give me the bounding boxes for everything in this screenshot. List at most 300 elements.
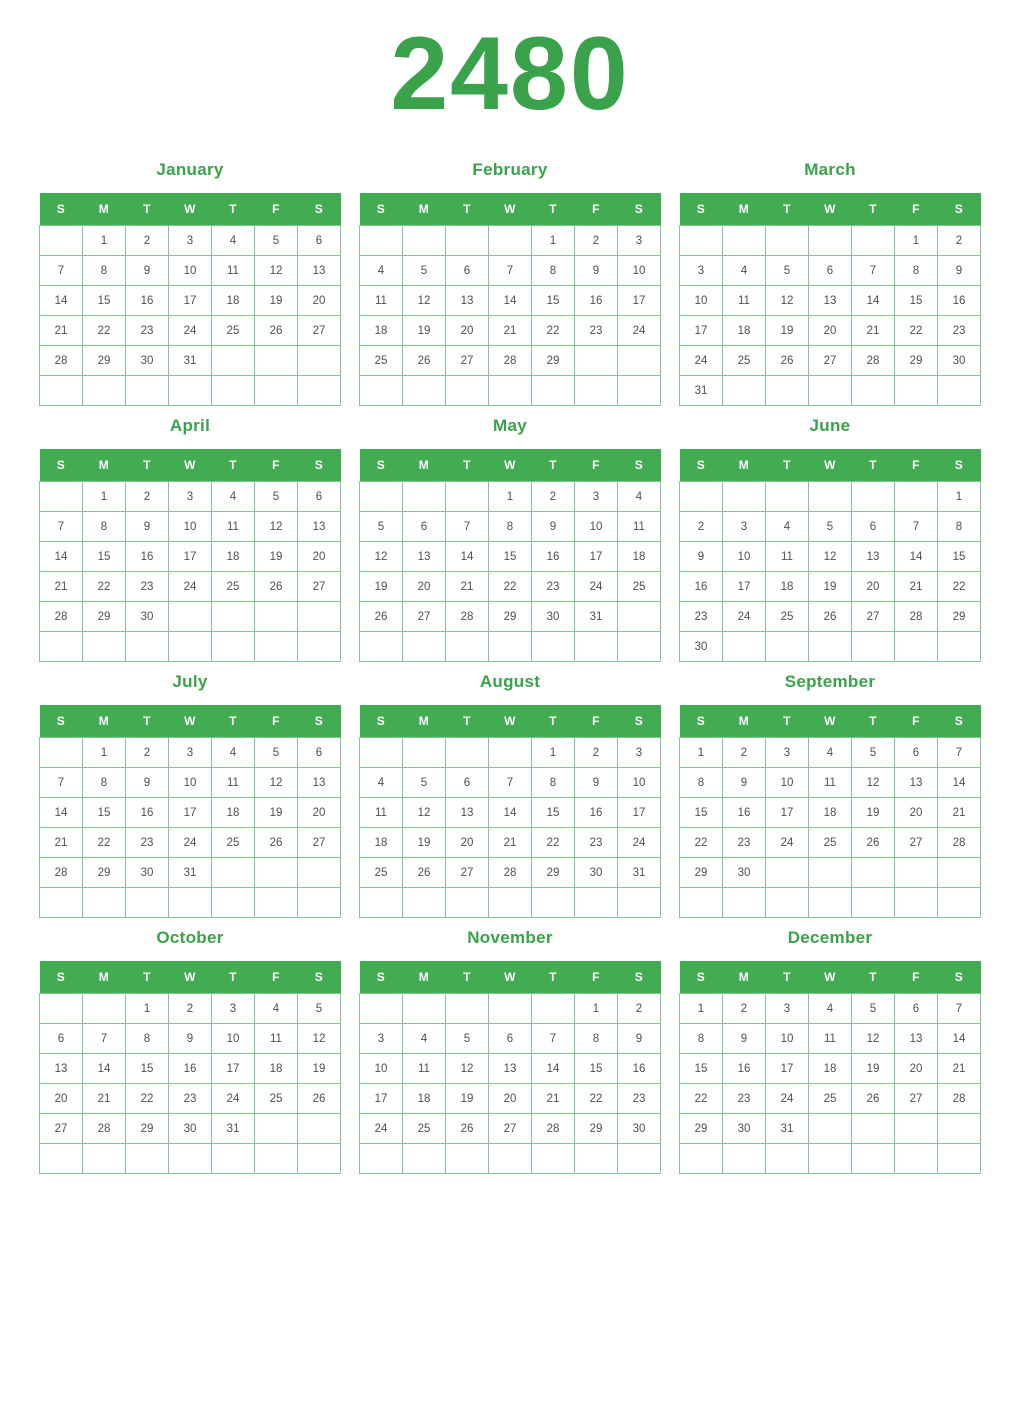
day-cell[interactable]: 3 bbox=[723, 512, 766, 542]
day-cell[interactable]: 4 bbox=[212, 226, 255, 256]
day-cell[interactable]: 27 bbox=[446, 858, 489, 888]
day-cell[interactable]: 25 bbox=[212, 316, 255, 346]
day-cell[interactable]: 14 bbox=[852, 286, 895, 316]
day-cell[interactable]: 2 bbox=[126, 482, 169, 512]
day-cell[interactable]: 24 bbox=[766, 1084, 809, 1114]
day-cell[interactable]: 7 bbox=[40, 512, 83, 542]
day-cell[interactable]: 19 bbox=[255, 286, 298, 316]
day-cell[interactable]: 24 bbox=[618, 828, 661, 858]
day-cell[interactable]: 28 bbox=[938, 1084, 981, 1114]
day-cell[interactable]: 23 bbox=[532, 572, 575, 602]
day-cell[interactable]: 4 bbox=[618, 482, 661, 512]
day-cell[interactable]: 21 bbox=[532, 1084, 575, 1114]
day-cell[interactable]: 17 bbox=[169, 798, 212, 828]
day-cell[interactable]: 17 bbox=[723, 572, 766, 602]
day-cell[interactable]: 18 bbox=[766, 572, 809, 602]
day-cell[interactable]: 4 bbox=[766, 512, 809, 542]
day-cell[interactable]: 9 bbox=[126, 512, 169, 542]
day-cell[interactable]: 18 bbox=[723, 316, 766, 346]
day-cell[interactable]: 25 bbox=[212, 572, 255, 602]
day-cell[interactable]: 13 bbox=[298, 256, 341, 286]
day-cell[interactable]: 10 bbox=[766, 1024, 809, 1054]
day-cell[interactable]: 23 bbox=[723, 1084, 766, 1114]
day-cell[interactable]: 5 bbox=[809, 512, 852, 542]
day-cell[interactable]: 7 bbox=[938, 738, 981, 768]
day-cell[interactable]: 2 bbox=[680, 512, 723, 542]
day-cell[interactable]: 28 bbox=[446, 602, 489, 632]
day-cell[interactable]: 5 bbox=[766, 256, 809, 286]
day-cell[interactable]: 7 bbox=[489, 256, 532, 286]
day-cell[interactable]: 20 bbox=[895, 798, 938, 828]
day-cell[interactable]: 9 bbox=[680, 542, 723, 572]
day-cell[interactable]: 26 bbox=[298, 1084, 341, 1114]
day-cell[interactable]: 5 bbox=[852, 994, 895, 1024]
day-cell[interactable]: 6 bbox=[298, 482, 341, 512]
day-cell[interactable]: 30 bbox=[575, 858, 618, 888]
day-cell[interactable]: 19 bbox=[403, 828, 446, 858]
day-cell[interactable]: 21 bbox=[895, 572, 938, 602]
day-cell[interactable]: 11 bbox=[212, 768, 255, 798]
day-cell[interactable]: 11 bbox=[809, 1024, 852, 1054]
day-cell[interactable]: 26 bbox=[852, 828, 895, 858]
day-cell[interactable]: 16 bbox=[575, 286, 618, 316]
day-cell[interactable]: 16 bbox=[126, 798, 169, 828]
day-cell[interactable]: 2 bbox=[126, 738, 169, 768]
day-cell[interactable]: 25 bbox=[360, 346, 403, 376]
day-cell[interactable]: 1 bbox=[680, 994, 723, 1024]
day-cell[interactable]: 30 bbox=[680, 632, 723, 662]
day-cell[interactable]: 20 bbox=[446, 316, 489, 346]
day-cell[interactable]: 4 bbox=[212, 482, 255, 512]
day-cell[interactable]: 6 bbox=[298, 226, 341, 256]
day-cell[interactable]: 15 bbox=[575, 1054, 618, 1084]
day-cell[interactable]: 2 bbox=[126, 226, 169, 256]
day-cell[interactable]: 23 bbox=[126, 316, 169, 346]
day-cell[interactable]: 14 bbox=[489, 286, 532, 316]
day-cell[interactable]: 21 bbox=[446, 572, 489, 602]
day-cell[interactable]: 12 bbox=[852, 768, 895, 798]
day-cell[interactable]: 21 bbox=[852, 316, 895, 346]
day-cell[interactable]: 9 bbox=[169, 1024, 212, 1054]
day-cell[interactable]: 28 bbox=[489, 858, 532, 888]
day-cell[interactable]: 26 bbox=[403, 858, 446, 888]
day-cell[interactable]: 25 bbox=[766, 602, 809, 632]
day-cell[interactable]: 1 bbox=[575, 994, 618, 1024]
day-cell[interactable]: 5 bbox=[403, 768, 446, 798]
day-cell[interactable]: 13 bbox=[895, 768, 938, 798]
day-cell[interactable]: 11 bbox=[766, 542, 809, 572]
day-cell[interactable]: 8 bbox=[126, 1024, 169, 1054]
day-cell[interactable]: 8 bbox=[532, 768, 575, 798]
day-cell[interactable]: 8 bbox=[83, 512, 126, 542]
day-cell[interactable]: 19 bbox=[852, 798, 895, 828]
day-cell[interactable]: 20 bbox=[298, 798, 341, 828]
day-cell[interactable]: 12 bbox=[809, 542, 852, 572]
day-cell[interactable]: 8 bbox=[575, 1024, 618, 1054]
day-cell[interactable]: 24 bbox=[212, 1084, 255, 1114]
day-cell[interactable]: 31 bbox=[169, 346, 212, 376]
day-cell[interactable]: 5 bbox=[255, 482, 298, 512]
day-cell[interactable]: 18 bbox=[403, 1084, 446, 1114]
day-cell[interactable]: 24 bbox=[169, 828, 212, 858]
day-cell[interactable]: 28 bbox=[40, 602, 83, 632]
day-cell[interactable]: 13 bbox=[298, 768, 341, 798]
day-cell[interactable]: 31 bbox=[680, 376, 723, 406]
day-cell[interactable]: 3 bbox=[212, 994, 255, 1024]
day-cell[interactable]: 4 bbox=[723, 256, 766, 286]
day-cell[interactable]: 24 bbox=[766, 828, 809, 858]
day-cell[interactable]: 12 bbox=[766, 286, 809, 316]
day-cell[interactable]: 14 bbox=[532, 1054, 575, 1084]
day-cell[interactable]: 2 bbox=[532, 482, 575, 512]
day-cell[interactable]: 13 bbox=[809, 286, 852, 316]
day-cell[interactable]: 12 bbox=[403, 286, 446, 316]
day-cell[interactable]: 28 bbox=[40, 346, 83, 376]
day-cell[interactable]: 23 bbox=[575, 828, 618, 858]
day-cell[interactable]: 10 bbox=[360, 1054, 403, 1084]
day-cell[interactable]: 21 bbox=[938, 798, 981, 828]
day-cell[interactable]: 9 bbox=[575, 768, 618, 798]
day-cell[interactable]: 18 bbox=[618, 542, 661, 572]
day-cell[interactable]: 26 bbox=[255, 572, 298, 602]
day-cell[interactable]: 28 bbox=[489, 346, 532, 376]
day-cell[interactable]: 14 bbox=[895, 542, 938, 572]
day-cell[interactable]: 17 bbox=[169, 542, 212, 572]
day-cell[interactable]: 22 bbox=[938, 572, 981, 602]
day-cell[interactable]: 16 bbox=[126, 286, 169, 316]
day-cell[interactable]: 22 bbox=[489, 572, 532, 602]
day-cell[interactable]: 13 bbox=[852, 542, 895, 572]
day-cell[interactable]: 15 bbox=[532, 286, 575, 316]
day-cell[interactable]: 27 bbox=[446, 346, 489, 376]
day-cell[interactable]: 1 bbox=[126, 994, 169, 1024]
day-cell[interactable]: 7 bbox=[852, 256, 895, 286]
day-cell[interactable]: 24 bbox=[723, 602, 766, 632]
day-cell[interactable]: 11 bbox=[723, 286, 766, 316]
day-cell[interactable]: 3 bbox=[169, 482, 212, 512]
day-cell[interactable]: 4 bbox=[360, 256, 403, 286]
day-cell[interactable]: 10 bbox=[169, 512, 212, 542]
day-cell[interactable]: 2 bbox=[723, 994, 766, 1024]
day-cell[interactable]: 2 bbox=[723, 738, 766, 768]
day-cell[interactable]: 18 bbox=[255, 1054, 298, 1084]
day-cell[interactable]: 7 bbox=[40, 256, 83, 286]
day-cell[interactable]: 15 bbox=[680, 798, 723, 828]
day-cell[interactable]: 14 bbox=[446, 542, 489, 572]
day-cell[interactable]: 12 bbox=[255, 512, 298, 542]
day-cell[interactable]: 31 bbox=[766, 1114, 809, 1144]
day-cell[interactable]: 26 bbox=[255, 828, 298, 858]
day-cell[interactable]: 27 bbox=[40, 1114, 83, 1144]
day-cell[interactable]: 12 bbox=[255, 768, 298, 798]
day-cell[interactable]: 27 bbox=[895, 1084, 938, 1114]
day-cell[interactable]: 27 bbox=[298, 572, 341, 602]
day-cell[interactable]: 7 bbox=[532, 1024, 575, 1054]
day-cell[interactable]: 26 bbox=[403, 346, 446, 376]
day-cell[interactable]: 15 bbox=[532, 798, 575, 828]
day-cell[interactable]: 8 bbox=[895, 256, 938, 286]
day-cell[interactable]: 22 bbox=[126, 1084, 169, 1114]
day-cell[interactable]: 12 bbox=[360, 542, 403, 572]
day-cell[interactable]: 31 bbox=[618, 858, 661, 888]
day-cell[interactable]: 7 bbox=[489, 768, 532, 798]
day-cell[interactable]: 10 bbox=[766, 768, 809, 798]
day-cell[interactable]: 10 bbox=[618, 768, 661, 798]
day-cell[interactable]: 5 bbox=[255, 738, 298, 768]
day-cell[interactable]: 7 bbox=[40, 768, 83, 798]
day-cell[interactable]: 2 bbox=[575, 738, 618, 768]
day-cell[interactable]: 10 bbox=[169, 256, 212, 286]
day-cell[interactable]: 9 bbox=[723, 768, 766, 798]
day-cell[interactable]: 19 bbox=[446, 1084, 489, 1114]
day-cell[interactable]: 15 bbox=[83, 798, 126, 828]
day-cell[interactable]: 31 bbox=[212, 1114, 255, 1144]
day-cell[interactable]: 4 bbox=[809, 738, 852, 768]
day-cell[interactable]: 31 bbox=[169, 858, 212, 888]
day-cell[interactable]: 11 bbox=[360, 798, 403, 828]
day-cell[interactable]: 14 bbox=[938, 1024, 981, 1054]
day-cell[interactable]: 25 bbox=[212, 828, 255, 858]
day-cell[interactable]: 8 bbox=[532, 256, 575, 286]
day-cell[interactable]: 29 bbox=[680, 1114, 723, 1144]
day-cell[interactable]: 6 bbox=[446, 256, 489, 286]
day-cell[interactable]: 12 bbox=[403, 798, 446, 828]
day-cell[interactable]: 19 bbox=[255, 798, 298, 828]
day-cell[interactable]: 19 bbox=[809, 572, 852, 602]
day-cell[interactable]: 15 bbox=[938, 542, 981, 572]
day-cell[interactable]: 22 bbox=[83, 828, 126, 858]
day-cell[interactable]: 16 bbox=[126, 542, 169, 572]
day-cell[interactable]: 27 bbox=[403, 602, 446, 632]
day-cell[interactable]: 4 bbox=[212, 738, 255, 768]
day-cell[interactable]: 22 bbox=[83, 572, 126, 602]
day-cell[interactable]: 1 bbox=[938, 482, 981, 512]
day-cell[interactable]: 22 bbox=[680, 828, 723, 858]
day-cell[interactable]: 29 bbox=[895, 346, 938, 376]
day-cell[interactable]: 18 bbox=[212, 798, 255, 828]
day-cell[interactable]: 24 bbox=[575, 572, 618, 602]
day-cell[interactable]: 29 bbox=[83, 602, 126, 632]
day-cell[interactable]: 29 bbox=[680, 858, 723, 888]
day-cell[interactable]: 14 bbox=[40, 798, 83, 828]
day-cell[interactable]: 4 bbox=[403, 1024, 446, 1054]
day-cell[interactable]: 13 bbox=[446, 798, 489, 828]
day-cell[interactable]: 27 bbox=[298, 828, 341, 858]
day-cell[interactable]: 29 bbox=[532, 858, 575, 888]
day-cell[interactable]: 28 bbox=[532, 1114, 575, 1144]
day-cell[interactable]: 23 bbox=[680, 602, 723, 632]
day-cell[interactable]: 4 bbox=[360, 768, 403, 798]
day-cell[interactable]: 29 bbox=[575, 1114, 618, 1144]
day-cell[interactable]: 5 bbox=[255, 226, 298, 256]
day-cell[interactable]: 25 bbox=[403, 1114, 446, 1144]
day-cell[interactable]: 18 bbox=[809, 1054, 852, 1084]
day-cell[interactable]: 19 bbox=[360, 572, 403, 602]
day-cell[interactable]: 11 bbox=[809, 768, 852, 798]
day-cell[interactable]: 21 bbox=[489, 828, 532, 858]
day-cell[interactable]: 21 bbox=[489, 316, 532, 346]
day-cell[interactable]: 11 bbox=[360, 286, 403, 316]
day-cell[interactable]: 15 bbox=[126, 1054, 169, 1084]
day-cell[interactable]: 14 bbox=[83, 1054, 126, 1084]
day-cell[interactable]: 9 bbox=[938, 256, 981, 286]
day-cell[interactable]: 15 bbox=[895, 286, 938, 316]
day-cell[interactable]: 9 bbox=[618, 1024, 661, 1054]
day-cell[interactable]: 3 bbox=[575, 482, 618, 512]
day-cell[interactable]: 9 bbox=[126, 768, 169, 798]
day-cell[interactable]: 28 bbox=[40, 858, 83, 888]
day-cell[interactable]: 29 bbox=[83, 858, 126, 888]
day-cell[interactable]: 5 bbox=[298, 994, 341, 1024]
day-cell[interactable]: 18 bbox=[809, 798, 852, 828]
day-cell[interactable]: 24 bbox=[618, 316, 661, 346]
day-cell[interactable]: 20 bbox=[40, 1084, 83, 1114]
day-cell[interactable]: 11 bbox=[618, 512, 661, 542]
day-cell[interactable]: 27 bbox=[895, 828, 938, 858]
day-cell[interactable]: 9 bbox=[532, 512, 575, 542]
day-cell[interactable]: 14 bbox=[489, 798, 532, 828]
day-cell[interactable]: 17 bbox=[618, 286, 661, 316]
day-cell[interactable]: 4 bbox=[255, 994, 298, 1024]
day-cell[interactable]: 13 bbox=[298, 512, 341, 542]
day-cell[interactable]: 1 bbox=[83, 482, 126, 512]
day-cell[interactable]: 6 bbox=[403, 512, 446, 542]
day-cell[interactable]: 26 bbox=[766, 346, 809, 376]
day-cell[interactable]: 7 bbox=[938, 994, 981, 1024]
day-cell[interactable]: 30 bbox=[126, 858, 169, 888]
day-cell[interactable]: 1 bbox=[83, 738, 126, 768]
day-cell[interactable]: 23 bbox=[575, 316, 618, 346]
day-cell[interactable]: 8 bbox=[83, 256, 126, 286]
day-cell[interactable]: 8 bbox=[938, 512, 981, 542]
day-cell[interactable]: 1 bbox=[680, 738, 723, 768]
day-cell[interactable]: 2 bbox=[575, 226, 618, 256]
day-cell[interactable]: 29 bbox=[938, 602, 981, 632]
day-cell[interactable]: 26 bbox=[360, 602, 403, 632]
day-cell[interactable]: 16 bbox=[723, 1054, 766, 1084]
day-cell[interactable]: 6 bbox=[809, 256, 852, 286]
day-cell[interactable]: 3 bbox=[618, 738, 661, 768]
day-cell[interactable]: 24 bbox=[169, 316, 212, 346]
day-cell[interactable]: 25 bbox=[809, 828, 852, 858]
day-cell[interactable]: 5 bbox=[360, 512, 403, 542]
day-cell[interactable]: 22 bbox=[680, 1084, 723, 1114]
day-cell[interactable]: 25 bbox=[360, 858, 403, 888]
day-cell[interactable]: 13 bbox=[446, 286, 489, 316]
day-cell[interactable]: 23 bbox=[938, 316, 981, 346]
day-cell[interactable]: 5 bbox=[403, 256, 446, 286]
day-cell[interactable]: 17 bbox=[360, 1084, 403, 1114]
day-cell[interactable]: 24 bbox=[680, 346, 723, 376]
day-cell[interactable]: 15 bbox=[489, 542, 532, 572]
day-cell[interactable]: 21 bbox=[40, 828, 83, 858]
day-cell[interactable]: 29 bbox=[83, 346, 126, 376]
day-cell[interactable]: 10 bbox=[680, 286, 723, 316]
day-cell[interactable]: 28 bbox=[852, 346, 895, 376]
day-cell[interactable]: 7 bbox=[83, 1024, 126, 1054]
day-cell[interactable]: 10 bbox=[212, 1024, 255, 1054]
day-cell[interactable]: 20 bbox=[446, 828, 489, 858]
day-cell[interactable]: 8 bbox=[83, 768, 126, 798]
day-cell[interactable]: 7 bbox=[895, 512, 938, 542]
day-cell[interactable]: 17 bbox=[169, 286, 212, 316]
day-cell[interactable]: 1 bbox=[532, 226, 575, 256]
day-cell[interactable]: 16 bbox=[938, 286, 981, 316]
day-cell[interactable]: 30 bbox=[532, 602, 575, 632]
day-cell[interactable]: 20 bbox=[298, 286, 341, 316]
day-cell[interactable]: 29 bbox=[532, 346, 575, 376]
day-cell[interactable]: 2 bbox=[169, 994, 212, 1024]
day-cell[interactable]: 27 bbox=[489, 1114, 532, 1144]
day-cell[interactable]: 1 bbox=[895, 226, 938, 256]
day-cell[interactable]: 27 bbox=[809, 346, 852, 376]
day-cell[interactable]: 30 bbox=[126, 346, 169, 376]
day-cell[interactable]: 17 bbox=[680, 316, 723, 346]
day-cell[interactable]: 23 bbox=[618, 1084, 661, 1114]
day-cell[interactable]: 21 bbox=[83, 1084, 126, 1114]
day-cell[interactable]: 20 bbox=[852, 572, 895, 602]
day-cell[interactable]: 30 bbox=[723, 1114, 766, 1144]
day-cell[interactable]: 31 bbox=[575, 602, 618, 632]
day-cell[interactable]: 12 bbox=[446, 1054, 489, 1084]
day-cell[interactable]: 19 bbox=[403, 316, 446, 346]
day-cell[interactable]: 8 bbox=[680, 1024, 723, 1054]
day-cell[interactable]: 23 bbox=[169, 1084, 212, 1114]
day-cell[interactable]: 14 bbox=[40, 286, 83, 316]
day-cell[interactable]: 25 bbox=[255, 1084, 298, 1114]
day-cell[interactable]: 20 bbox=[489, 1084, 532, 1114]
day-cell[interactable]: 25 bbox=[723, 346, 766, 376]
day-cell[interactable]: 3 bbox=[618, 226, 661, 256]
day-cell[interactable]: 18 bbox=[360, 828, 403, 858]
day-cell[interactable]: 6 bbox=[852, 512, 895, 542]
day-cell[interactable]: 16 bbox=[680, 572, 723, 602]
day-cell[interactable]: 20 bbox=[809, 316, 852, 346]
day-cell[interactable]: 27 bbox=[852, 602, 895, 632]
day-cell[interactable]: 3 bbox=[680, 256, 723, 286]
day-cell[interactable]: 11 bbox=[212, 512, 255, 542]
day-cell[interactable]: 23 bbox=[126, 572, 169, 602]
day-cell[interactable]: 14 bbox=[40, 542, 83, 572]
day-cell[interactable]: 6 bbox=[298, 738, 341, 768]
day-cell[interactable]: 1 bbox=[489, 482, 532, 512]
day-cell[interactable]: 10 bbox=[575, 512, 618, 542]
day-cell[interactable]: 25 bbox=[618, 572, 661, 602]
day-cell[interactable]: 23 bbox=[723, 828, 766, 858]
day-cell[interactable]: 5 bbox=[852, 738, 895, 768]
day-cell[interactable]: 17 bbox=[575, 542, 618, 572]
day-cell[interactable]: 13 bbox=[40, 1054, 83, 1084]
day-cell[interactable]: 30 bbox=[723, 858, 766, 888]
day-cell[interactable]: 16 bbox=[618, 1054, 661, 1084]
day-cell[interactable]: 27 bbox=[298, 316, 341, 346]
day-cell[interactable]: 10 bbox=[618, 256, 661, 286]
day-cell[interactable]: 30 bbox=[618, 1114, 661, 1144]
day-cell[interactable]: 11 bbox=[212, 256, 255, 286]
day-cell[interactable]: 2 bbox=[618, 994, 661, 1024]
day-cell[interactable]: 19 bbox=[766, 316, 809, 346]
day-cell[interactable]: 17 bbox=[766, 798, 809, 828]
day-cell[interactable]: 8 bbox=[489, 512, 532, 542]
day-cell[interactable]: 13 bbox=[895, 1024, 938, 1054]
day-cell[interactable]: 6 bbox=[489, 1024, 532, 1054]
day-cell[interactable]: 11 bbox=[403, 1054, 446, 1084]
day-cell[interactable]: 6 bbox=[895, 738, 938, 768]
day-cell[interactable]: 18 bbox=[360, 316, 403, 346]
day-cell[interactable]: 9 bbox=[126, 256, 169, 286]
day-cell[interactable]: 1 bbox=[532, 738, 575, 768]
day-cell[interactable]: 23 bbox=[126, 828, 169, 858]
